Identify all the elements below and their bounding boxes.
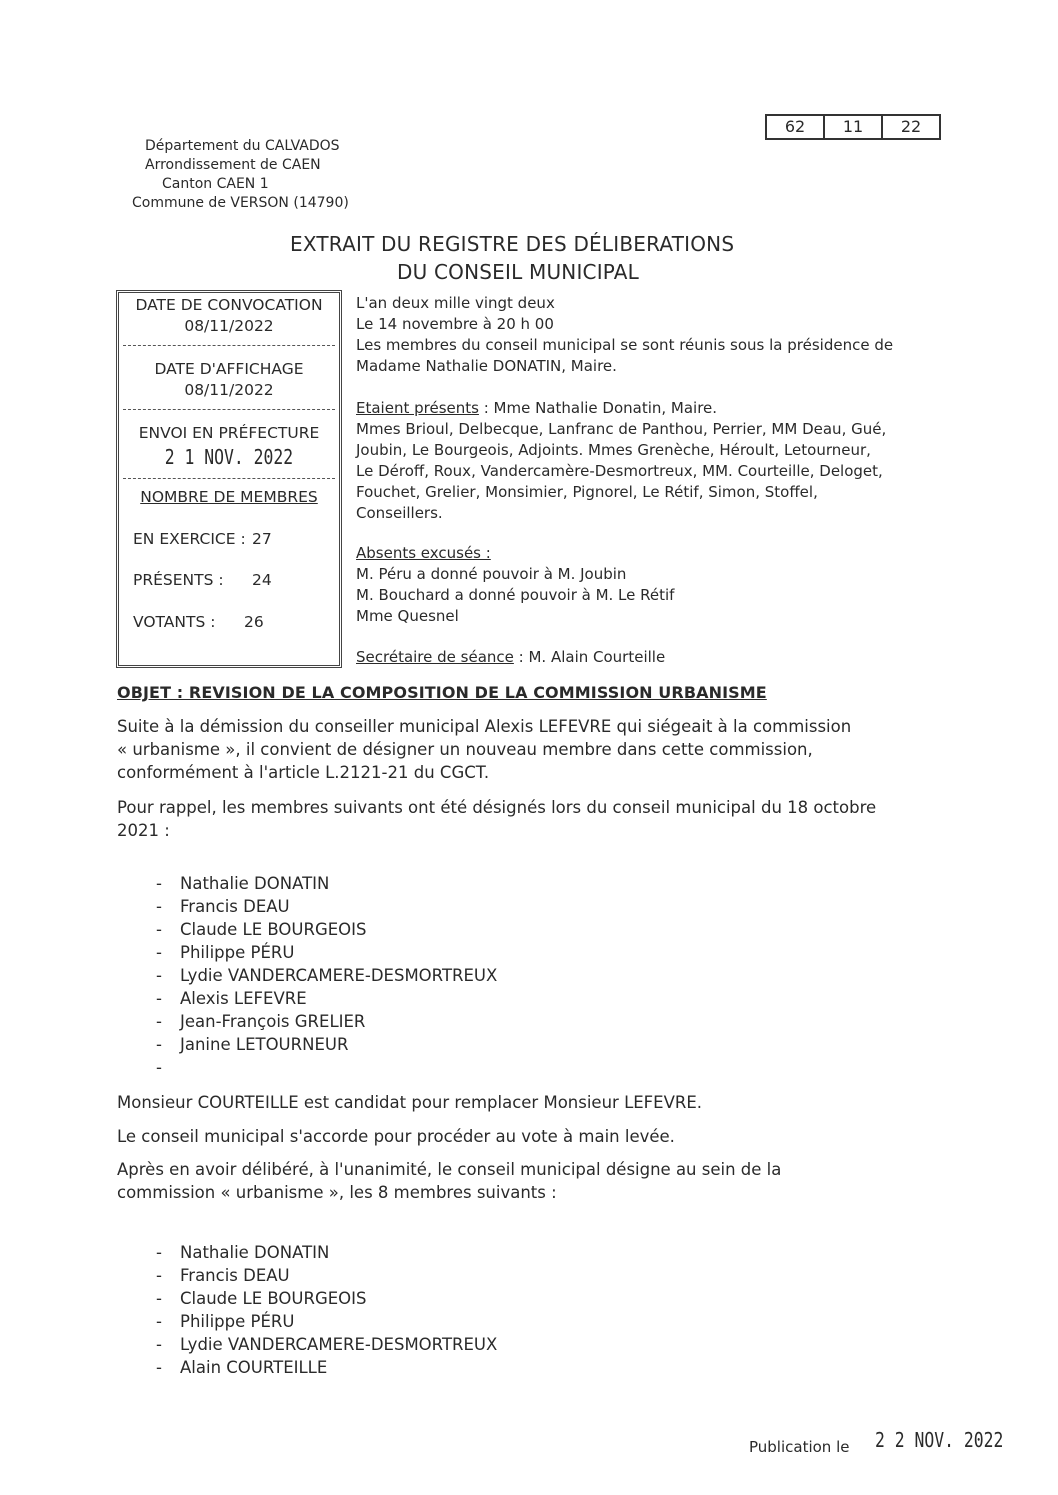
header-departement: Département du CALVADOS	[145, 138, 340, 154]
header-canton: Canton CAEN 1	[162, 176, 269, 192]
presents-list-line: Fouchet, Grelier, Monsimier, Pignorel, Le Rétif, Simon, Stoffel,	[356, 483, 818, 501]
convocation-label: DATE DE CONVOCATION	[135, 296, 323, 314]
member-name: Nathalie DONATIN	[180, 1243, 330, 1262]
divider	[123, 409, 335, 410]
list-item: - Lydie VANDERCAMERE-DESMORTREUX	[156, 1335, 498, 1354]
list-item: - Jean-François GRELIER	[156, 1012, 366, 1031]
votants-value: 26	[244, 613, 264, 631]
objet-heading: OBJET : REVISION DE LA COMPOSITION DE LA COMMISSION URBANISME	[117, 683, 767, 702]
absents-line: Mme Quesnel	[356, 607, 459, 625]
paragraph-1-line: Suite à la démission du conseiller municipal Alexis LEFEVRE qui siégeait à la commission	[117, 717, 852, 736]
presents-list-line: Mmes Brioul, Delbecque, Lanfranc de Panthou, Perrier, MM Deau, Gué,	[356, 420, 887, 438]
exercice-label: EN EXERCICE :	[133, 530, 246, 548]
presents-first: : Mme Nathalie Donatin, Maire.	[478, 399, 718, 417]
secretaire-heading: Secrétaire de séance	[356, 648, 514, 666]
member-name: Nathalie DONATIN	[180, 874, 330, 893]
secretaire-value: : M. Alain Courteille	[513, 648, 666, 666]
divider	[123, 345, 335, 346]
presents-label: PRÉSENTS :	[133, 571, 224, 589]
paragraph-1-line: conformément à l'article L.2121-21 du CGCT.	[117, 763, 490, 782]
member-name: Claude LE BOURGEOIS	[180, 920, 367, 939]
member-name: Lydie VANDERCAMERE-DESMORTREUX	[180, 966, 498, 985]
convocation-date: 08/11/2022	[184, 317, 274, 335]
publication-stamp: 2 2 NOV. 2022	[875, 1428, 1004, 1452]
presents-line	[356, 398, 717, 419]
prefecture-label: ENVOI EN PRÉFECTURE	[138, 424, 320, 442]
list-item: - Nathalie DONATIN	[156, 1243, 330, 1262]
paragraph-5-line: Après en avoir délibéré, à l'unanimité, le conseil municipal désigne au sein de la	[117, 1160, 782, 1179]
list-item: - Claude LE BOURGEOIS	[156, 920, 367, 939]
member-name: Francis DEAU	[180, 1266, 290, 1285]
absents-heading: Absents excusés :	[356, 544, 491, 562]
presents-list-line: Le Déroff, Roux, Vandercamère-Desmortreux, MM. Courteille, Deloget,	[356, 462, 883, 480]
member-name: Francis DEAU	[180, 897, 290, 916]
affichage-date: 08/11/2022	[184, 381, 274, 399]
list-item: -	[156, 1058, 162, 1077]
list-item: - Claude LE BOURGEOIS	[156, 1289, 367, 1308]
reference-part: 62	[784, 117, 806, 136]
list-item: - Philippe PÉRU	[156, 943, 295, 962]
membres-label	[119, 487, 339, 508]
member-name: Philippe PÉRU	[180, 1312, 295, 1331]
prefecture-stamp: 2 1 NOV. 2022	[164, 445, 294, 469]
presents-list-line: Joubin, Le Bourgeois, Adjoints. Mmes Grenèche, Héroult, Letourneur,	[356, 441, 871, 459]
divider	[123, 478, 335, 479]
publication-label: Publication le	[749, 1438, 850, 1456]
list-item: - Francis DEAU	[156, 897, 290, 916]
member-name: Alexis LEFEVRE	[180, 989, 307, 1008]
list-item: - Francis DEAU	[156, 1266, 290, 1285]
session-intro-2: Madame Nathalie DONATIN, Maire.	[356, 357, 617, 375]
list-item: - Lydie VANDERCAMERE-DESMORTREUX	[156, 966, 498, 985]
paragraph-2-line: Pour rappel, les membres suivants ont été désignés lors du conseil municipal du 18 octobre	[117, 798, 877, 817]
presents-value: 24	[252, 571, 272, 589]
list-item: - Alexis LEFEVRE	[156, 989, 307, 1008]
secretaire-line	[356, 647, 665, 668]
document-title-line2: DU CONSEIL MUNICIPAL	[397, 260, 640, 284]
header-commune: Commune de VERSON (14790)	[132, 195, 349, 211]
presents-list-line: Conseillers.	[356, 504, 443, 522]
session-date: Le 14 novembre à 20 h 00	[356, 315, 554, 333]
membres-label-text: NOMBRE DE MEMBRES	[140, 488, 318, 506]
list-item: - Alain COURTEILLE	[156, 1358, 328, 1377]
reference-part: 11	[823, 116, 881, 138]
reference-part: 22	[881, 116, 939, 138]
exercice-value: 27	[252, 530, 272, 548]
paragraph-5-line: commission « urbanisme », les 8 membres suivants :	[117, 1183, 557, 1202]
info-box	[116, 290, 342, 668]
paragraph-2-line: 2021 :	[117, 821, 170, 840]
member-name: Jean-François GRELIER	[180, 1012, 366, 1031]
member-name: Claude LE BOURGEOIS	[180, 1289, 367, 1308]
affichage-label: DATE D'AFFICHAGE	[154, 360, 304, 378]
votants-label: VOTANTS :	[133, 613, 216, 631]
absents-line: M. Péru a donné pouvoir à M. Joubin	[356, 565, 627, 583]
absents-line: M. Bouchard a donné pouvoir à M. Le Rétif	[356, 586, 675, 604]
list-item: - Philippe PÉRU	[156, 1312, 295, 1331]
session-intro-1: Les membres du conseil municipal se sont réunis sous la présidence de	[356, 336, 894, 354]
paragraph-1-line: « urbanisme », il convient de désigner un nouveau membre dans cette commission,	[117, 740, 813, 759]
document-title-line1: EXTRAIT DU REGISTRE DES DÉLIBERATIONS	[290, 232, 735, 256]
paragraph-3: Monsieur COURTEILLE est candidat pour remplacer Monsieur LEFEVRE.	[117, 1093, 703, 1112]
reference-box	[765, 114, 941, 140]
member-name: Alain COURTEILLE	[180, 1358, 328, 1377]
member-name: Lydie VANDERCAMERE-DESMORTREUX	[180, 1335, 498, 1354]
presents-heading: Etaient présents	[356, 399, 479, 417]
member-name: Janine LETOURNEUR	[180, 1035, 349, 1054]
list-item: - Nathalie DONATIN	[156, 874, 330, 893]
session-year: L'an deux mille vingt deux	[356, 294, 555, 312]
header-arrondissement: Arrondissement de CAEN	[145, 157, 321, 173]
member-name: Philippe PÉRU	[180, 943, 295, 962]
list-item: - Janine LETOURNEUR	[156, 1035, 349, 1054]
paragraph-4: Le conseil municipal s'accorde pour procéder au vote à main levée.	[117, 1127, 675, 1146]
